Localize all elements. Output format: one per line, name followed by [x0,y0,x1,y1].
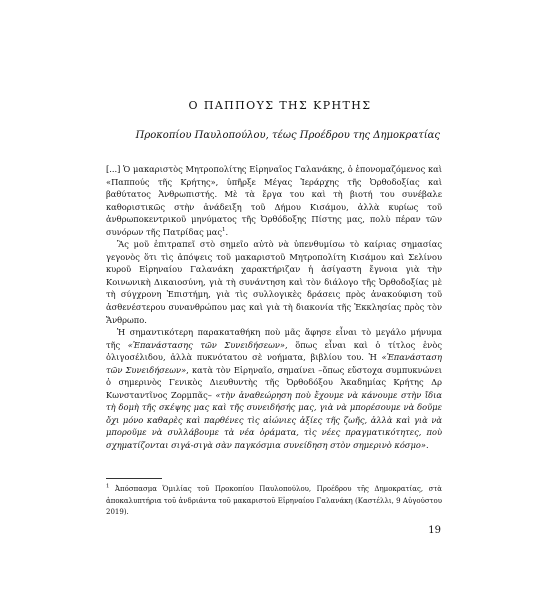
page-number: 19 [428,525,441,536]
paragraph-3-text-b: , ὅπως εἶναι καὶ ὁ τίτλος ἑνὸς ὀλιγοσέλιδου, ἀλλὰ πυκνότατου σὲ νοήματα, βιβλίου του. Ἡ [106,339,442,363]
paragraph-3-text-a: Ἡ σημαντικότερη παρακαταθήκη ποὺ μᾶς ἄφησε εἶναι τὸ μεγάλο μήνυμα τῆς [106,327,442,350]
body-text [106,163,442,452]
footnote [106,484,442,519]
chapter-title: Ο ΠΑΠΠΟΥΣ ΤΗΣ ΚΡΗΤΗΣ [188,99,372,112]
paragraph-1-text: [...] Ὁ μακαριστὸς Μητροπολίτης Εἰρηναῖος Γαλανάκης, ὁ ἐπονομαζόμενος καὶ «Παππούς τῆς Κρήτης», ὑπῆρξε Μέγας Ἱεράρχης τῆς Ὀρθοδοξίας καὶ βαθύτατος Ἀνθρωπιστής. Μὲ τὰ ἔργα του καὶ τὴ βιοτή του συνέβαλε καθοριστικῶς στὴν ἀνάδειξη τοῦ Δήμου Κισάμου, ἀλλὰ κυρίως τοῦ ἀνθρωποκεντρικοῦ μηνύματος τῆς Ὀρθόδοξης Πίστης μας, πολὺ πέραν τῶν συνόρων τῆς Πατρίδας μας [106,164,442,237]
paragraph-3-end: . [425,440,429,451]
paragraph-1 [106,163,442,238]
footnote-text: Ἀπόσπασμα Ὁμιλίας τοῦ Προκοπίου Παυλοπούλου, Προέδρου τῆς Δημοκρατίας, στὰ ἀποκαλυπτήρια τοῦ ἀνδριάντα τοῦ μακαριστοῦ Εἰρηναίου Γαλανάκη (Καστέλλι, 9 Αὐγούστου 2019). [106,485,442,516]
footnote-divider [106,478,162,479]
emphasis-quotation: «τὴν ἀναθεώρηση ποὺ ἔχουμε νὰ κάνουμε στὴν ἴδια τὴ δομὴ τῆς σκέψης μας καὶ τῆς συνειδήσής μας, γιὰ νὰ μπορέσουμε νὰ δοῦμε ὄχι μόνο καθαρὲς καὶ παρθένες τὶς αἰώνιες ἀξίες τῆς ζωῆς, ἀλλὰ καὶ γιὰ νὰ μποροῦμε νὰ συλλάβουμε τὰ νέα ὁράματα, τὶς νέες πραγματικότητες, ποὺ σχηματίζονται σιγά-σιγὰ σὰν παγκόσμια συνείδηση στὸν σημερινὸ κόσμο» [106,389,443,451]
emphasis-revolution-title-2: «Ἐπανάσταση τῶν Συνειδήσεων» [106,352,442,375]
footnote-reference: 1 [222,226,226,233]
emphasis-revolution-title: «Ἐπανάστασης τῶν Συνειδήσεων» [127,339,285,350]
paragraph-1-end: . [225,226,229,237]
paragraph-3 [106,326,442,451]
paragraph-2: Ἂς μοῦ ἐπιτραπεῖ στὸ σημεῖο αὐτὸ νὰ ὑπενθυμίσω τὸ καίριας σημασίας γεγονὸς ὅτι τὶς ἀπόψεις τοῦ μακαριστοῦ Μητροπολίτη Κισάμου καὶ Σελίνου κυροῦ Εἰρηναίου Γαλανάκη χαρακτήριζαν ἡ ἀσίγαστη ἔγνοια γιὰ τὴν Κοινωνικὴ Δικαιοσύνη, γιὰ τὴ συνάντηση καὶ τὸν διάλογο τῆς Ὀρθοδοξίας μὲ τὴ σύγχρονη Ἐπιστήμη, γιὰ τὶς συλλογικὲς δράσεις πρὸς ἀνακούφιση τοῦ ἀσθενέστερου συνανθρώπου μας καὶ γιὰ τὴ διακονία τῆς Ἐκκλησίας πρὸς τὸν Ἄνθρωπο. [106,239,442,325]
paragraph-3-text-c: , κατὰ τὸν Εἰρηναῖο, σημαίνει –ὅπως εὔστοχα συμπυκνώνει ὁ σημερινὸς Γενικὸς Διευθυντὴς τῆς Ὀρθοδόξου Ἀκαδημίας Κρήτης Δρ Κωνσταντῖνος Ζορμπᾶς– [106,364,442,400]
author-subtitle: Προκοπίου Παυλοπούλου, τέως Προέδρου της Δημοκρατίας [135,130,440,141]
footnote-number: 1 [106,483,110,490]
